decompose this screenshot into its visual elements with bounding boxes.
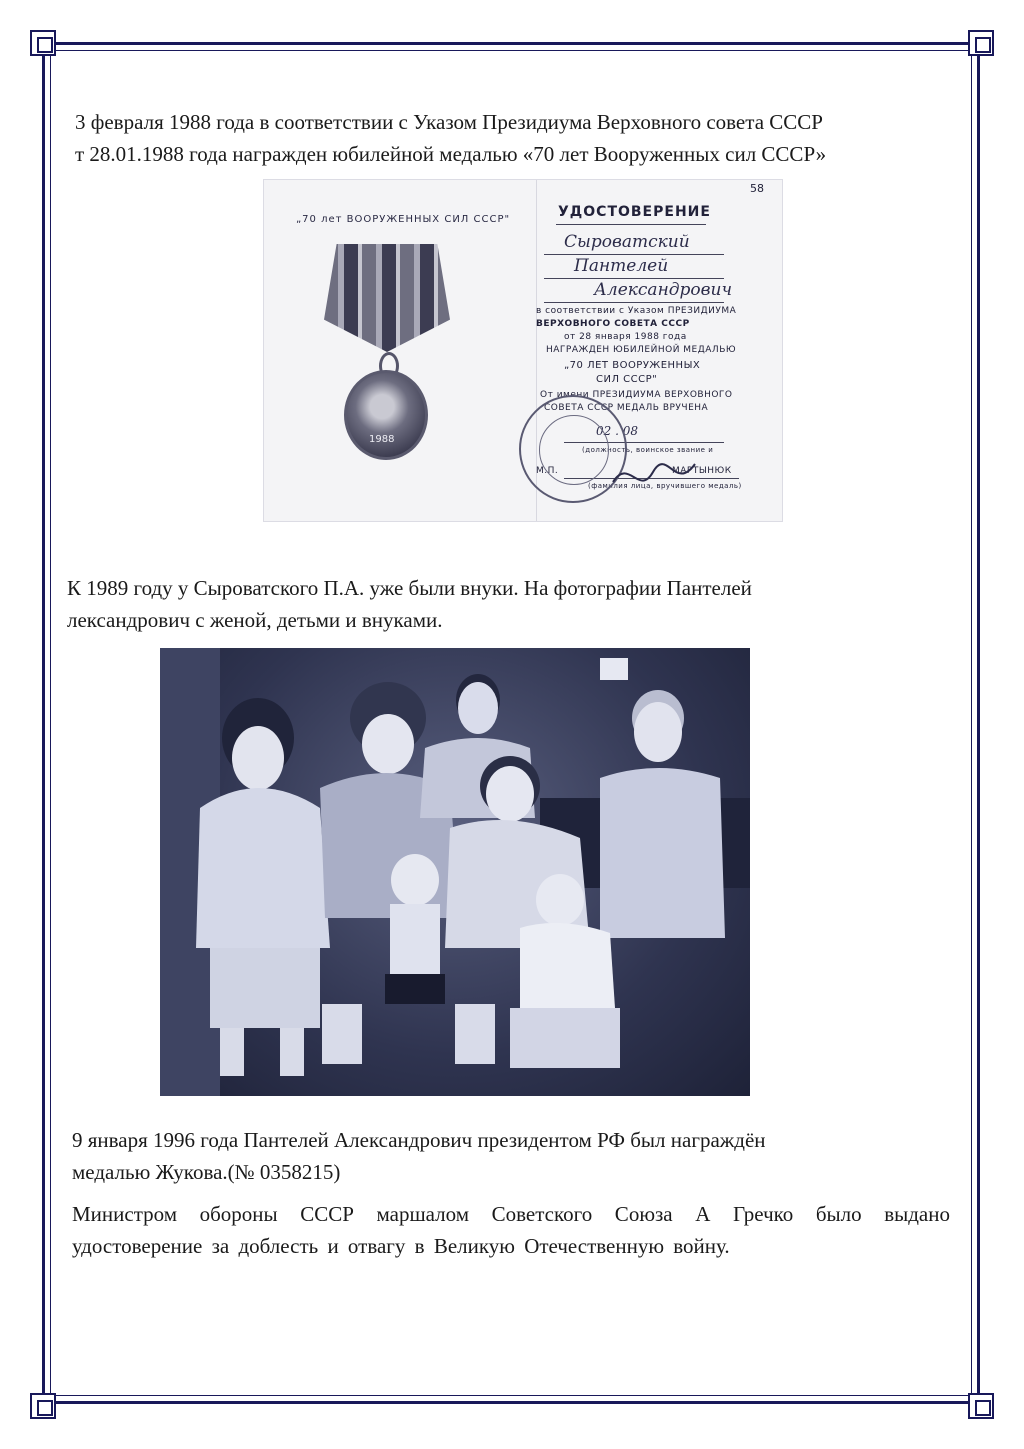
corner-ornament-bottom-right bbox=[968, 1393, 994, 1419]
corner-ornament-top-right bbox=[968, 30, 994, 56]
corner-ornament-top-left bbox=[30, 30, 56, 56]
certificate-body-line: ВЕРХОВНОГО СОВЕТА СССР bbox=[536, 319, 690, 329]
medal-certificate-scan bbox=[263, 179, 783, 522]
heading-underline bbox=[556, 224, 706, 225]
paragraph-grandchildren bbox=[67, 572, 752, 636]
handwritten-surname: Сыроватский bbox=[564, 232, 690, 252]
certificate-heading: УДОСТОВЕРЕНИЕ bbox=[558, 204, 711, 220]
certificate-body-line: от 28 января 1988 года bbox=[564, 332, 687, 342]
fill-line bbox=[544, 278, 724, 279]
paragraph-line: лександрович с женой, детьми и внуками. bbox=[67, 608, 443, 632]
fill-line bbox=[544, 302, 724, 303]
medal-ribbon bbox=[324, 244, 450, 352]
signature-scribble bbox=[609, 452, 699, 502]
certificate-mp: М.П. bbox=[536, 466, 559, 476]
medal-icon bbox=[344, 370, 428, 460]
corner-ornament-bottom-left bbox=[30, 1393, 56, 1419]
certificate-medal-title: „70 лет ВООРУЖЕННЫХ СИЛ СССР" bbox=[296, 214, 511, 225]
certificate-body-line: НАГРАЖДЕН ЮБИЛЕЙНОЙ МЕДАЛЬЮ bbox=[546, 345, 737, 355]
certificate-number: 58 bbox=[750, 182, 764, 195]
certificate-medal-name: „70 ЛЕТ ВООРУЖЕННЫХ bbox=[564, 360, 701, 371]
handwritten-name: Пантелей bbox=[574, 256, 669, 276]
paragraph-line: 3 февраля 1988 года в соответствии с Указом Президиума Верховного совета СССР bbox=[75, 110, 823, 134]
paragraph-line: т 28.01.1988 года награжден юбилейной медалью «70 лет Вооруженных сил СССР» bbox=[75, 142, 827, 166]
paragraph-medal-1988 bbox=[75, 106, 826, 170]
fill-line bbox=[544, 254, 724, 255]
certificate-body-line: в соответствии с Указом ПРЕЗИДИУМА bbox=[536, 306, 737, 316]
paragraph-line: медалью Жукова.(№ 0358215) bbox=[72, 1160, 341, 1184]
certificate-medal-name: СИЛ СССР" bbox=[596, 374, 658, 385]
certificate-signer: МАРТЫНЮК bbox=[672, 466, 732, 476]
paragraph-line: 9 января 1996 года Пантелей Александрович президентом РФ был награждён bbox=[72, 1128, 766, 1152]
paragraph-line: К 1989 году у Сыроватского П.А. уже были внуки. На фотографии Пантелей bbox=[67, 576, 752, 600]
family-photo bbox=[160, 648, 750, 1096]
paragraph-valor-certificate: Министром обороны СССР маршалом Советского Союза А Гречко было выдано удостоверение за доблесть и отвагу в Великую Отечественную войну. bbox=[72, 1202, 950, 1258]
certificate-body-line: СОВЕТА СССР МЕДАЛЬ ВРУЧЕНА bbox=[544, 403, 709, 413]
handwritten-date: 02 . 08 bbox=[596, 424, 638, 438]
certificate-caption: (фамилия лица, вручившего медаль) bbox=[588, 482, 742, 490]
certificate-body-line: От имени ПРЕЗИДИУМА ВЕРХОВНОГО bbox=[540, 390, 733, 400]
medal-year: 1988 bbox=[369, 434, 395, 445]
handwritten-patronymic: Александрович bbox=[594, 280, 733, 300]
certificate-caption: (должность, воинское звание и bbox=[582, 446, 714, 454]
paragraph-zhukov-medal bbox=[72, 1124, 766, 1188]
